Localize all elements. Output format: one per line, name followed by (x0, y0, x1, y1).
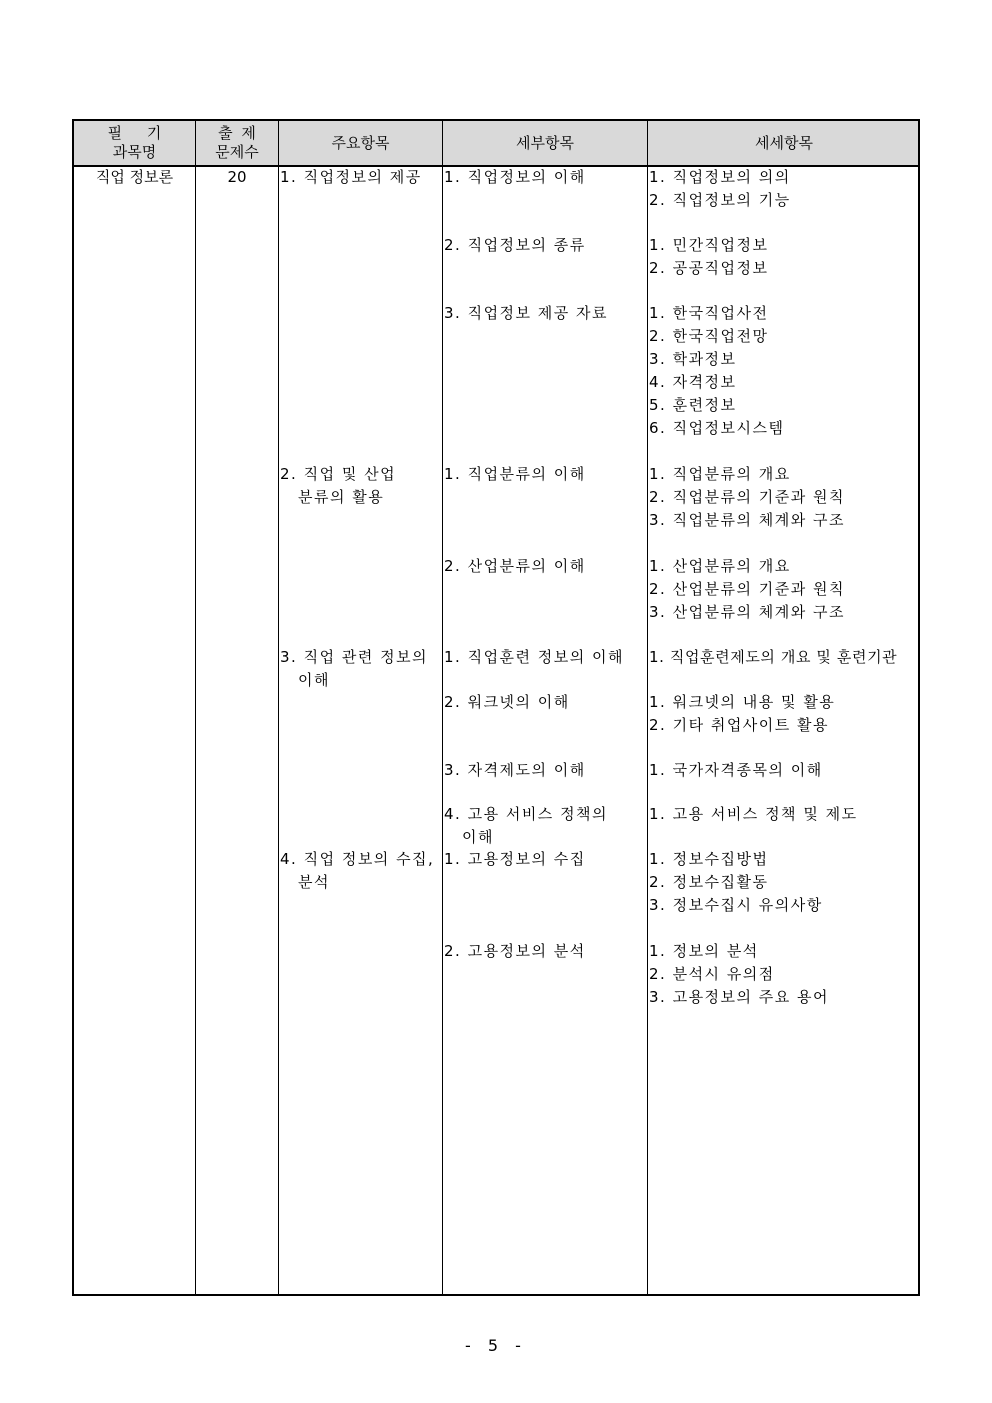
sub-item: 2. 워크넷의 이해 (444, 693, 570, 711)
main-item-cont: 이해 (298, 671, 330, 689)
sub-item-cont: 이해 (462, 828, 494, 846)
detail-item: 4. 자격정보 (649, 373, 737, 391)
detail-item: 3. 고용정보의 주요 용어 (649, 988, 830, 1006)
detail-item: 2. 직업분류의 기준과 원칙 (649, 488, 846, 506)
sub-item: 1. 직업훈련 정보의 이해 (444, 648, 625, 666)
detail-item: 2. 기타 취업사이트 활용 (649, 716, 830, 734)
detail-item: 3. 정보수집시 유의사항 (649, 896, 823, 914)
detail-item: 2. 공공직업정보 (649, 259, 769, 277)
sub-item: 2. 직업정보의 종류 (444, 236, 586, 254)
detail-item: 6. 직업정보시스템 (649, 419, 785, 437)
detail-item: 1. 산업분류의 개요 (649, 557, 791, 575)
detail-item: 2. 직업정보의 기능 (649, 191, 791, 209)
sub-item: 3. 자격제도의 이해 (444, 761, 586, 779)
header-question-count: 출 제 문제수 (215, 124, 259, 161)
main-item: 3. 직업 관련 정보의 (280, 648, 429, 666)
detail-item: 1. 고용 서비스 정책 및 제도 (649, 805, 858, 823)
detail-item: 1. 정보의 분석 (649, 942, 759, 960)
detail-item: 1. 워크넷의 내용 및 활용 (649, 693, 836, 711)
main-item-cont: 분류의 활용 (298, 488, 385, 506)
main-item-cont: 분석 (298, 873, 330, 891)
exam-criteria-table (72, 119, 920, 1296)
sub-item: 1. 고용정보의 수집 (444, 850, 586, 868)
detail-item: 2. 정보수집활동 (649, 873, 769, 891)
main-item: 1. 직업정보의 제공 (280, 168, 422, 186)
detail-item: 3. 직업분류의 체계와 구조 (649, 511, 846, 529)
column-divider (195, 121, 196, 1294)
subject-name: 직업 정보론 (95, 168, 174, 186)
detail-item: 1. 국가자격종목의 이해 (649, 761, 823, 779)
detail-item: 1. 직업정보의 의의 (649, 168, 791, 186)
detail-item: 2. 한국직업전망 (649, 327, 769, 345)
detail-item: 1. 한국직업사전 (649, 304, 769, 322)
detail-item: 3. 산업분류의 체계와 구조 (649, 603, 846, 621)
detail-item: 5. 훈련정보 (649, 396, 737, 414)
table-header (74, 121, 918, 165)
sub-item: 2. 산업분류의 이해 (444, 557, 586, 575)
sub-item: 3. 직업정보 제공 자료 (444, 304, 609, 322)
page-number: - 5 - (465, 1336, 527, 1355)
column-divider (442, 121, 443, 1294)
detail-item: 1. 직업분류의 개요 (649, 465, 791, 483)
header-subject-name: 필 기 과목명 (107, 124, 172, 161)
main-item: 4. 직업 정보의 수집, (280, 850, 435, 868)
column-divider (278, 121, 279, 1294)
column-divider (647, 121, 648, 1294)
main-item: 2. 직업 및 산업 (280, 465, 397, 483)
detail-item: 1. 민간직업정보 (649, 236, 769, 254)
header-sub-items: 세부항목 (516, 133, 574, 152)
sub-item: 1. 직업정보의 이해 (444, 168, 586, 186)
detail-item: 1. 정보수집방법 (649, 850, 769, 868)
detail-item: 2. 산업분류의 기준과 원칙 (649, 580, 846, 598)
detail-item: 2. 분석시 유의점 (649, 965, 775, 983)
sub-item: 2. 고용정보의 분석 (444, 942, 586, 960)
sub-item: 1. 직업분류의 이해 (444, 465, 586, 483)
sub-item: 4. 고용 서비스 정책의 (444, 805, 609, 823)
detail-item: 3. 학과정보 (649, 350, 737, 368)
question-count: 20 (227, 168, 247, 186)
header-main-items: 주요항목 (331, 133, 390, 152)
header-detail-items: 세세항목 (755, 133, 813, 152)
detail-item: 1. 직업훈련제도의 개요 및 훈련기관 (649, 648, 898, 666)
